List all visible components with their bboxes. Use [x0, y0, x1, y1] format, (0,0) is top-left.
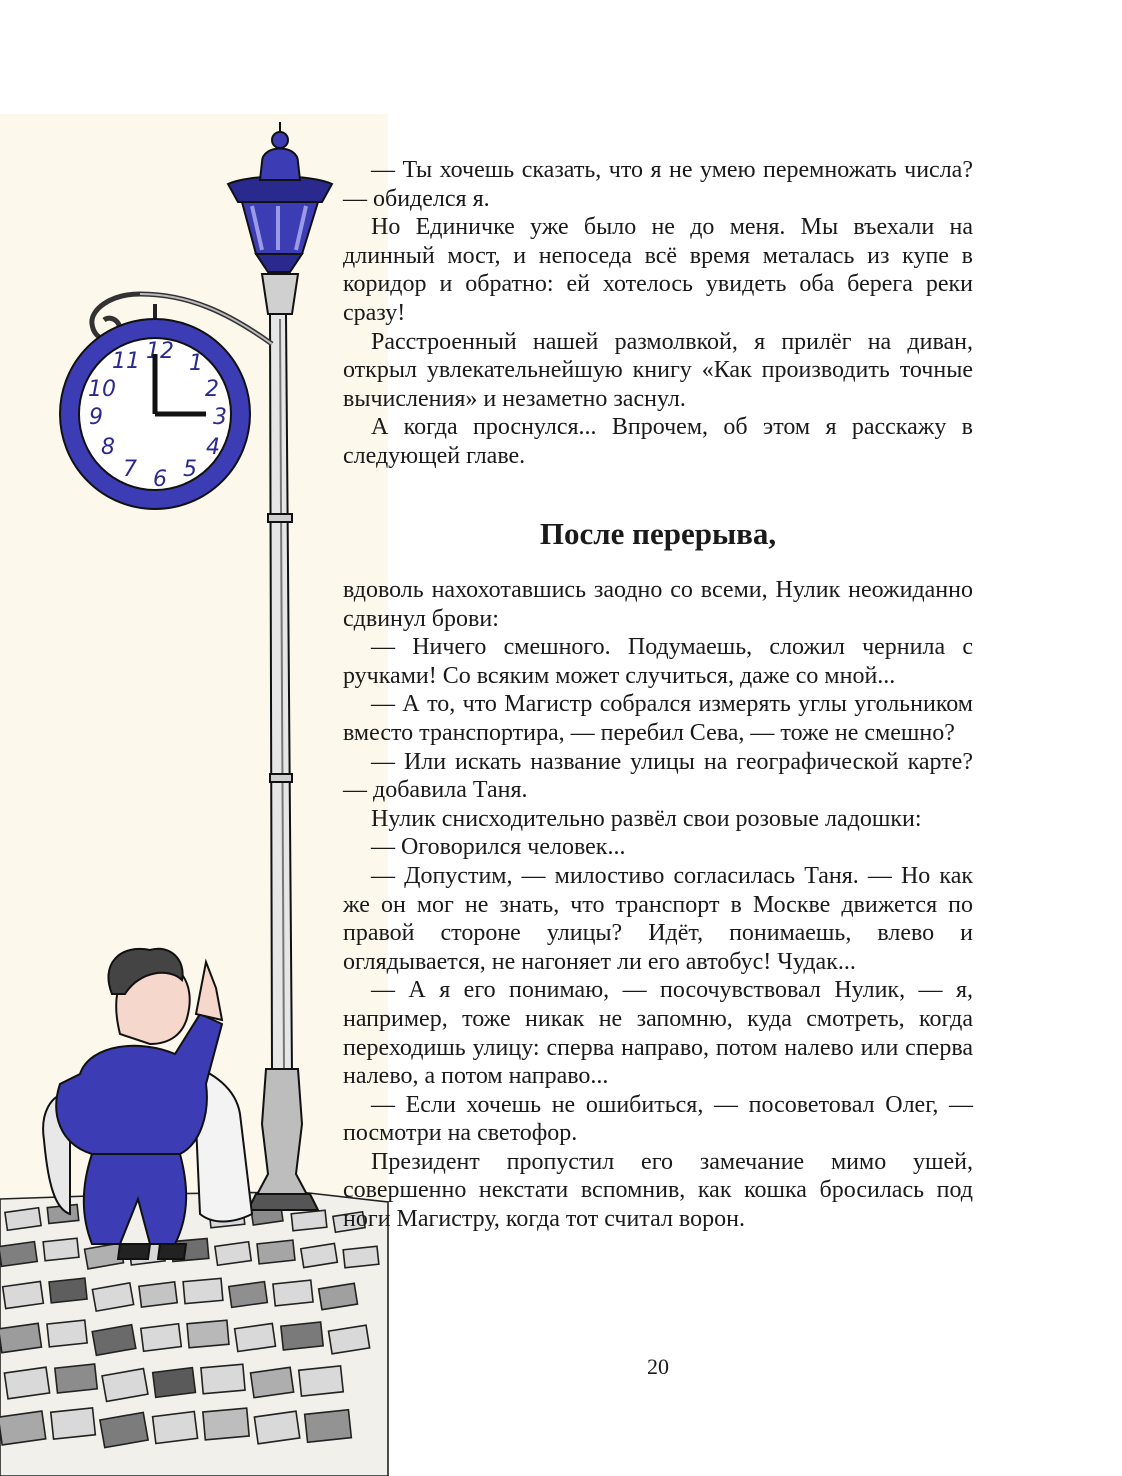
- paragraph: Президент пропустил его замечание мимо ушей, совершенно некстати вспомнив, как кошка бросилась под ноги Магистру, когда тот считал ворон.: [343, 1148, 973, 1233]
- svg-text:3: 3: [213, 405, 227, 430]
- svg-text:2: 2: [205, 377, 219, 402]
- text-block-bottom: [343, 576, 973, 1234]
- paragraph: Расстроенный нашей размолвкой, я прилёг на диван, открыл увлекательнейшую книгу «Как производить точные вычисления» и незаметно заснул.: [343, 328, 973, 412]
- paragraph: — Ничего смешного. Подумаешь, сложил чернила с ручками! Со всяким может случиться, даже со мной...: [343, 634, 973, 689]
- svg-text:9: 9: [89, 405, 103, 430]
- text-block-top: [343, 156, 973, 471]
- svg-text:8: 8: [101, 435, 115, 460]
- paragraph: — А то, что Магистр собрался измерять углы угольником вместо транспортира, — перебил Сева, — тоже не смешно?: [343, 691, 973, 746]
- cobblestone-pavement-icon: [0, 1192, 388, 1476]
- svg-text:10: 10: [88, 377, 116, 402]
- svg-text:7: 7: [123, 457, 137, 482]
- svg-text:4: 4: [206, 435, 220, 460]
- paragraph: Но Единичке уже было не до меня. Мы въехали на длинный мост, и непоседа всё время металась из купе в коридор и обратно: ей хотелось увидеть оба берега реки сразу!: [343, 214, 973, 326]
- paragraph: А когда проснулся... Впрочем, об этом я расскажу в следующей главе.: [343, 414, 973, 469]
- svg-text:11: 11: [112, 349, 140, 374]
- svg-text:5: 5: [183, 457, 197, 482]
- paragraph: вдоволь нахохотавшись заодно со всеми, Нулик неожиданно сдвинул брови:: [343, 577, 973, 632]
- svg-text:1: 1: [189, 351, 203, 376]
- paragraph: — А я его понимаю, — посочувствовал Нулик, — я, например, тоже никак не запомню, куда смотреть, когда переходишь улицу: сперва направо, потом налево или сперва налево, а потом направо...: [343, 977, 973, 1090]
- paragraph: — Или искать название улицы на географической карте? — добавила Таня.: [343, 748, 973, 804]
- svg-text:12: 12: [146, 339, 174, 364]
- paragraph: Нулик снисходительно развёл свои розовые ладошки:: [371, 805, 922, 832]
- paragraph: — Если хочешь не ошибиться, — посоветовал Олег, — посмотри на светофор.: [343, 1091, 973, 1147]
- paragraph: — Ты хочешь сказать, что я не умею перемножать числа? — обиделся я.: [343, 157, 973, 212]
- wall-clock-icon: [60, 304, 250, 509]
- section-heading: После перерыва,: [539, 516, 777, 551]
- paragraph: — Допустим, — милостиво согласилась Таня. — Но как же он мог не знать, что транспорт в Москве движется по правой стороне улицы? Идёт, понимаешь, влево и оглядывается, не нагоняет ли его автобус! Чудак...: [343, 862, 973, 975]
- page-number: 20: [647, 1354, 669, 1379]
- svg-text:6: 6: [153, 467, 167, 492]
- paragraph: — Оговорился человек...: [371, 834, 626, 861]
